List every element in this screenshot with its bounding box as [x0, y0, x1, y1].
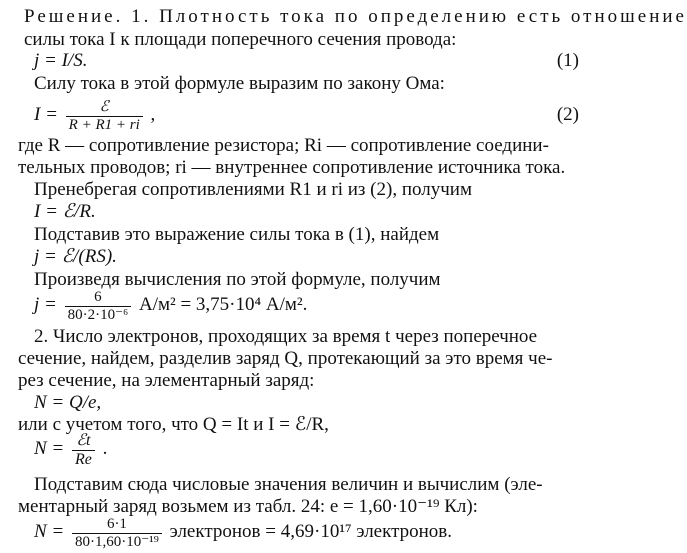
equation-7: N = $\frac{\text{ℰt}}{Re}$ . [34, 431, 108, 468]
text-line-6: Пренебрегая сопротивлениями R1 и ri из (2), получим [34, 179, 472, 200]
solution-heading: Решение. 1. Плотность тока по определению есть отношение [24, 6, 687, 27]
text-line-11: рез сечение, на элементарный заряд: [18, 370, 315, 391]
text-line-13: Подставим сюда числовые значения величин и вычислим (эле- [34, 474, 543, 495]
equation-5-fraction: $\frac{6}{\text{80·2·10⁻⁶}}$ [65, 288, 132, 324]
text-line-12: или с учетом того, что Q = It и I = ℰ/R, [18, 414, 329, 435]
text-line-10: сечение, найдем, разделив заряд Q, протекающий за это время че- [18, 348, 553, 369]
equation-2-fraction: $\frac{\text{ℰ}}{R + R1 + ri}$ [66, 98, 143, 134]
text-line-3: Силу тока в этой формуле выразим по закону Ома: [34, 73, 445, 94]
equation-2: I = $\frac{\text{ℰ}}{R + R1 + ri}$ , [34, 98, 156, 133]
text-line-9: 2. Число электронов, проходящих за время t через поперечное [34, 326, 538, 347]
equation-8: N = $\frac{6\cdot 1}{\text{80·1,60·10⁻¹⁹}}$ электронов = 4,69·10¹⁷ электронов. [34, 515, 453, 550]
equation-3: I = ℰ/R. [34, 201, 96, 222]
text-line-7: Подставив это выражение силы тока в (1), найдем [34, 224, 440, 245]
equation-1-number: (1) [556, 50, 579, 71]
text-line-14: ментарный заряд возьмем из табл. 24: e = 1,60·10⁻¹⁹ Кл): [18, 496, 478, 517]
equation-5: j = $\frac{6}{\text{80·2·10⁻⁶}}$ А/м² = 3,75·10⁴ А/м². [34, 288, 308, 323]
equation-4: j = ℰ/(RS). [34, 246, 117, 267]
text-line-2: силы тока I к площади поперечного сечения провода: [24, 29, 457, 50]
equation-2-number: (2) [556, 104, 579, 125]
text-line-1 [24, 6, 687, 28]
text-line-8: Произведя вычисления по этой формуле, получим [34, 269, 441, 290]
text-line-4: где R — сопротивление резистора; Ri — сопротивление соедини- [18, 135, 549, 156]
equation-7-fraction: $\frac{\text{ℰt}}{Re}$ [72, 432, 95, 468]
equation-8-fraction: $\frac{6\cdot 1}{\text{80·1,60·10⁻¹⁹}}$ [72, 515, 162, 551]
text-line-5: тельных проводов; ri — внутреннее сопротивление источника тока. [18, 157, 566, 178]
equation-6: N = Q/e, [34, 392, 102, 413]
equation-1: j = I/S. [34, 50, 88, 71]
